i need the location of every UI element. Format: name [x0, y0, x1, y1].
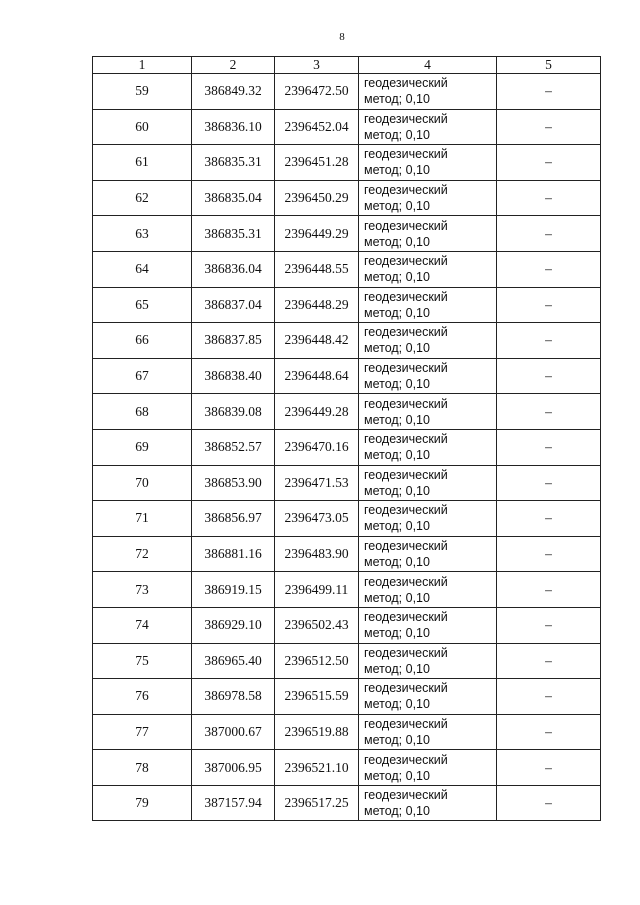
method-line-2: метод; 0,10	[364, 732, 430, 747]
method-line-2: метод; 0,10	[364, 555, 430, 570]
method-cell	[359, 465, 497, 501]
point-number-cell: 77	[93, 714, 192, 750]
x-coordinate-cell: 387000.67	[192, 714, 275, 750]
table-row	[93, 679, 601, 715]
x-coordinate-cell: 386849.32	[192, 74, 275, 110]
method-line-1: геодезический	[364, 361, 448, 376]
method-cell	[359, 714, 497, 750]
table-body	[93, 74, 601, 821]
x-coordinate-cell: 387157.94	[192, 785, 275, 821]
x-coordinate-cell: 386929.10	[192, 607, 275, 643]
y-coordinate-cell: 2396452.04	[275, 109, 359, 145]
y-coordinate-cell: 2396448.55	[275, 251, 359, 287]
method-cell	[359, 287, 497, 323]
table-row	[93, 572, 601, 608]
method-line-1: геодезический	[364, 183, 448, 198]
method-cell	[359, 180, 497, 216]
column-5-cell: –	[497, 607, 601, 643]
table-row	[93, 394, 601, 430]
point-number-cell: 73	[93, 572, 192, 608]
point-number-cell: 74	[93, 607, 192, 643]
point-number-cell: 70	[93, 465, 192, 501]
method-line-2: метод; 0,10	[364, 626, 430, 641]
column-5-cell: –	[497, 643, 601, 679]
method-line-2: метод; 0,10	[364, 483, 430, 498]
x-coordinate-cell: 386835.04	[192, 180, 275, 216]
table-row	[93, 74, 601, 110]
method-line-1: геодезический	[364, 539, 448, 554]
table-row	[93, 109, 601, 145]
point-number-cell: 79	[93, 785, 192, 821]
x-coordinate-cell: 386919.15	[192, 572, 275, 608]
column-5-cell: –	[497, 572, 601, 608]
table-row	[93, 145, 601, 181]
x-coordinate-cell: 386837.04	[192, 287, 275, 323]
table-row	[93, 643, 601, 679]
y-coordinate-cell: 2396473.05	[275, 501, 359, 537]
point-number-cell: 68	[93, 394, 192, 430]
method-line-1: геодезический	[364, 681, 448, 696]
table-row	[93, 750, 601, 786]
y-coordinate-cell: 2396450.29	[275, 180, 359, 216]
table-row	[93, 216, 601, 252]
method-cell	[359, 643, 497, 679]
column-5-cell: –	[497, 785, 601, 821]
y-coordinate-cell: 2396483.90	[275, 536, 359, 572]
method-cell	[359, 429, 497, 465]
column-5-cell: –	[497, 536, 601, 572]
table-row	[93, 465, 601, 501]
method-line-1: геодезический	[364, 111, 448, 126]
y-coordinate-cell: 2396515.59	[275, 679, 359, 715]
y-coordinate-cell: 2396448.42	[275, 323, 359, 359]
method-cell	[359, 251, 497, 287]
method-cell	[359, 323, 497, 359]
column-5-cell: –	[497, 714, 601, 750]
method-line-2: метод; 0,10	[364, 412, 430, 427]
method-line-2: метод; 0,10	[364, 163, 430, 178]
column-header-2: 2	[192, 57, 275, 74]
x-coordinate-cell: 386836.10	[192, 109, 275, 145]
method-cell	[359, 785, 497, 821]
point-number-cell: 65	[93, 287, 192, 323]
y-coordinate-cell: 2396448.64	[275, 358, 359, 394]
method-line-1: геодезический	[364, 396, 448, 411]
method-line-1: геодезический	[364, 788, 448, 803]
table-row	[93, 714, 601, 750]
method-line-2: метод; 0,10	[364, 697, 430, 712]
method-line-2: метод; 0,10	[364, 199, 430, 214]
method-line-2: метод; 0,10	[364, 270, 430, 285]
column-header-5: 5	[497, 57, 601, 74]
table-row	[93, 251, 601, 287]
method-cell	[359, 74, 497, 110]
x-coordinate-cell: 387006.95	[192, 750, 275, 786]
method-line-2: метод; 0,10	[364, 768, 430, 783]
point-number-cell: 60	[93, 109, 192, 145]
table-row	[93, 501, 601, 537]
column-5-cell: –	[497, 251, 601, 287]
x-coordinate-cell: 386836.04	[192, 251, 275, 287]
y-coordinate-cell: 2396448.29	[275, 287, 359, 323]
method-line-1: геодезический	[364, 254, 448, 269]
x-coordinate-cell: 386839.08	[192, 394, 275, 430]
column-5-cell: –	[497, 74, 601, 110]
method-line-1: геодезический	[364, 147, 448, 162]
column-5-cell: –	[497, 180, 601, 216]
table-row	[93, 607, 601, 643]
x-coordinate-cell: 386835.31	[192, 216, 275, 252]
point-number-cell: 67	[93, 358, 192, 394]
y-coordinate-cell: 2396512.50	[275, 643, 359, 679]
method-line-1: геодезический	[364, 645, 448, 660]
y-coordinate-cell: 2396449.28	[275, 394, 359, 430]
column-5-cell: –	[497, 109, 601, 145]
method-cell	[359, 216, 497, 252]
method-line-1: геодезический	[364, 218, 448, 233]
y-coordinate-cell: 2396502.43	[275, 607, 359, 643]
method-line-2: метод; 0,10	[364, 661, 430, 676]
table-row	[93, 323, 601, 359]
column-5-cell: –	[497, 358, 601, 394]
column-5-cell: –	[497, 323, 601, 359]
column-5-cell: –	[497, 216, 601, 252]
x-coordinate-cell: 386881.16	[192, 536, 275, 572]
point-number-cell: 66	[93, 323, 192, 359]
method-line-2: метод; 0,10	[364, 804, 430, 819]
x-coordinate-cell: 386837.85	[192, 323, 275, 359]
coordinates-table	[92, 56, 601, 821]
point-number-cell: 76	[93, 679, 192, 715]
method-line-2: метод; 0,10	[364, 234, 430, 249]
method-line-1: геодезический	[364, 432, 448, 447]
table-row	[93, 287, 601, 323]
point-number-cell: 62	[93, 180, 192, 216]
method-cell	[359, 750, 497, 786]
y-coordinate-cell: 2396470.16	[275, 429, 359, 465]
method-line-2: метод; 0,10	[364, 305, 430, 320]
method-cell	[359, 145, 497, 181]
table-row	[93, 180, 601, 216]
method-line-1: геодезический	[364, 574, 448, 589]
column-5-cell: –	[497, 429, 601, 465]
method-cell	[359, 607, 497, 643]
point-number-cell: 78	[93, 750, 192, 786]
x-coordinate-cell: 386978.58	[192, 679, 275, 715]
table-row	[93, 358, 601, 394]
table-header-row	[93, 57, 601, 74]
method-cell	[359, 536, 497, 572]
method-line-2: метод; 0,10	[364, 519, 430, 534]
column-5-cell: –	[497, 679, 601, 715]
y-coordinate-cell: 2396451.28	[275, 145, 359, 181]
method-cell	[359, 358, 497, 394]
column-5-cell: –	[497, 287, 601, 323]
table-row	[93, 429, 601, 465]
point-number-cell: 71	[93, 501, 192, 537]
method-line-2: метод; 0,10	[364, 448, 430, 463]
point-number-cell: 69	[93, 429, 192, 465]
method-cell	[359, 572, 497, 608]
method-cell	[359, 109, 497, 145]
y-coordinate-cell: 2396521.10	[275, 750, 359, 786]
point-number-cell: 63	[93, 216, 192, 252]
method-line-2: метод; 0,10	[364, 377, 430, 392]
y-coordinate-cell: 2396519.88	[275, 714, 359, 750]
method-line-2: метод; 0,10	[364, 127, 430, 142]
table-row	[93, 536, 601, 572]
point-number-cell: 61	[93, 145, 192, 181]
method-line-2: метод; 0,10	[364, 341, 430, 356]
y-coordinate-cell: 2396472.50	[275, 74, 359, 110]
method-line-1: геодезический	[364, 325, 448, 340]
point-number-cell: 72	[93, 536, 192, 572]
x-coordinate-cell: 386852.57	[192, 429, 275, 465]
y-coordinate-cell: 2396471.53	[275, 465, 359, 501]
column-5-cell: –	[497, 750, 601, 786]
y-coordinate-cell: 2396517.25	[275, 785, 359, 821]
table-row	[93, 785, 601, 821]
method-cell	[359, 394, 497, 430]
x-coordinate-cell: 386838.40	[192, 358, 275, 394]
method-line-1: геодезический	[364, 467, 448, 482]
point-number-cell: 75	[93, 643, 192, 679]
x-coordinate-cell: 386965.40	[192, 643, 275, 679]
column-5-cell: –	[497, 145, 601, 181]
method-line-1: геодезический	[364, 752, 448, 767]
method-line-1: геодезический	[364, 289, 448, 304]
column-header-4: 4	[359, 57, 497, 74]
method-cell	[359, 679, 497, 715]
method-line-2: метод; 0,10	[364, 590, 430, 605]
y-coordinate-cell: 2396499.11	[275, 572, 359, 608]
method-line-1: геодезический	[364, 503, 448, 518]
column-header-3: 3	[275, 57, 359, 74]
method-line-1: геодезический	[364, 716, 448, 731]
method-line-2: метод; 0,10	[364, 92, 430, 107]
column-5-cell: –	[497, 501, 601, 537]
x-coordinate-cell: 386856.97	[192, 501, 275, 537]
page-number: 8	[339, 31, 345, 43]
column-header-1: 1	[93, 57, 192, 74]
y-coordinate-cell: 2396449.29	[275, 216, 359, 252]
x-coordinate-cell: 386853.90	[192, 465, 275, 501]
point-number-cell: 59	[93, 74, 192, 110]
method-line-1: геодезический	[364, 610, 448, 625]
method-cell	[359, 501, 497, 537]
column-5-cell: –	[497, 394, 601, 430]
column-5-cell: –	[497, 465, 601, 501]
x-coordinate-cell: 386835.31	[192, 145, 275, 181]
method-line-1: геодезический	[364, 76, 448, 91]
point-number-cell: 64	[93, 251, 192, 287]
